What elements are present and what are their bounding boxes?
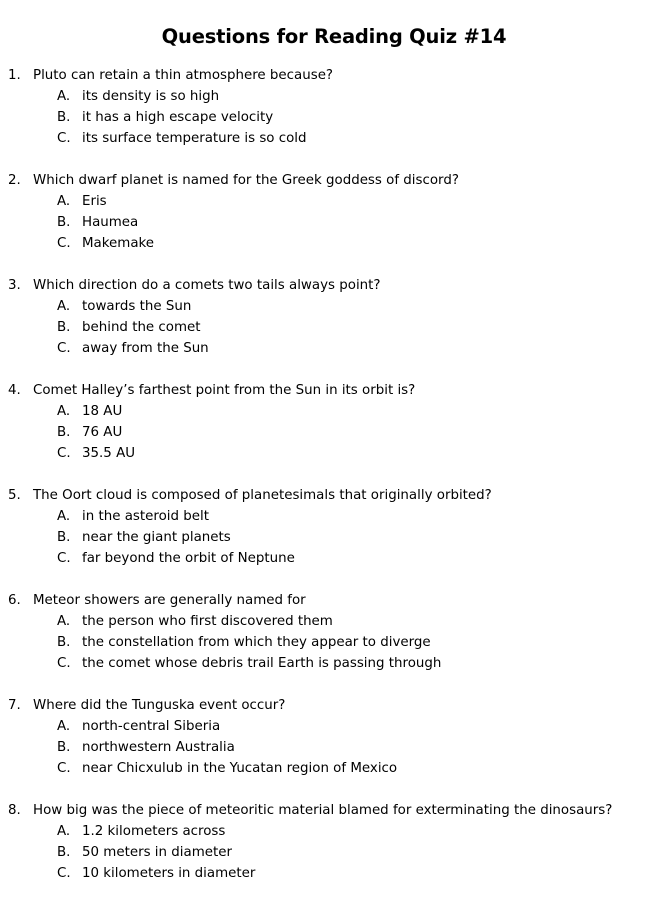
answer-option [8,632,664,653]
answer-option [8,758,664,779]
answer-text: its surface temperature is so cold [82,131,307,146]
answer-text: 18 AU [82,404,123,419]
question-number: 6. [8,593,21,608]
question-line [8,380,664,401]
page-title: Questions for Reading Quiz #14 [161,25,507,49]
answer-letter: C. [57,446,71,461]
answer-letter: C. [57,551,71,566]
answer-text: near Chicxulub in the Yucatan region of Mexico [82,761,398,776]
answer-text: 76 AU [82,425,123,440]
question-number: 1. [8,68,21,83]
question-item [8,800,664,905]
answer-option [8,443,664,464]
answer-letter: B. [57,635,71,650]
answer-letter: A. [57,509,71,524]
answer-text: the constellation from which they appear to diverge [82,635,431,650]
answer-letter: B. [57,320,71,335]
question-text: Pluto can retain a thin atmosphere because? [33,68,334,83]
answer-option [8,401,664,422]
answer-list [8,716,664,779]
answer-letter: B. [57,530,71,545]
answer-text: 1.2 kilometers across [82,824,226,839]
answer-text: towards the Sun [82,299,192,314]
answer-letter: C. [57,131,71,146]
answer-option [8,296,664,317]
question-item [8,65,664,170]
answer-text: in the asteroid belt [82,509,209,524]
question-item [8,380,664,485]
answer-letter: A. [57,614,71,629]
answer-text: 10 kilometers in diameter [82,866,256,881]
answer-option [8,527,664,548]
answer-letter: C. [57,656,71,671]
answer-text: its density is so high [82,89,220,104]
question-number: 7. [8,698,21,713]
question-text: The Oort cloud is composed of planetesimals that originally orbited? [33,488,492,503]
answer-option [8,653,664,674]
answer-letter: A. [57,404,71,419]
answer-letter: C. [57,761,71,776]
answer-letter: A. [57,824,71,839]
question-line [8,65,664,86]
question-item [8,590,664,695]
answer-option [8,107,664,128]
answer-text: behind the comet [82,320,201,335]
question-text: Meteor showers are generally named for [33,593,306,608]
answer-letter: A. [57,299,71,314]
question-item [8,170,664,275]
question-text: How big was the piece of meteoritic material blamed for exterminating the dinosaurs? [33,803,613,818]
answer-letter: A. [57,194,71,209]
answer-option [8,716,664,737]
question-number: 5. [8,488,21,503]
question-item [8,275,664,380]
answer-list [8,296,664,359]
answer-text: the person who first discovered them [82,614,333,629]
answer-list [8,86,664,149]
answer-letter: B. [57,740,71,755]
answer-option [8,212,664,233]
answer-option [8,128,664,149]
answer-letter: A. [57,719,71,734]
question-text: Comet Halley’s farthest point from the Sun in its orbit is? [33,383,416,398]
answer-list [8,821,664,884]
question-text: Where did the Tunguska event occur? [33,698,286,713]
question-number: 8. [8,803,21,818]
answer-option [8,422,664,443]
answer-option [8,611,664,632]
answer-text: 50 meters in diameter [82,845,232,860]
answer-list [8,611,664,674]
answer-option [8,191,664,212]
question-number: 4. [8,383,21,398]
answer-letter: B. [57,215,71,230]
answer-letter: C. [57,341,71,356]
answer-letter: C. [57,866,71,881]
question-text: Which direction do a comets two tails always point? [33,278,381,293]
answer-text: Haumea [82,215,139,230]
question-line [8,695,664,716]
answer-text: it has a high escape velocity [82,110,274,125]
question-number: 3. [8,278,21,293]
answer-letter: B. [57,845,71,860]
answer-list [8,191,664,254]
question-line [8,590,664,611]
question-item [8,695,664,800]
answer-letter: B. [57,110,71,125]
answer-option [8,842,664,863]
question-line [8,485,664,506]
answer-text: near the giant planets [82,530,231,545]
answer-letter: B. [57,425,71,440]
answer-option [8,737,664,758]
answer-list [8,506,664,569]
answer-option [8,548,664,569]
answer-option [8,233,664,254]
answer-text: far beyond the orbit of Neptune [82,551,295,566]
answer-text: away from the Sun [82,341,209,356]
answer-option [8,86,664,107]
question-line [8,800,664,821]
question-line [8,275,664,296]
answer-text: north-central Siberia [82,719,221,734]
answer-text: 35.5 AU [82,446,136,461]
question-number: 2. [8,173,21,188]
answer-option [8,317,664,338]
question-text: Which dwarf planet is named for the Greek goddess of discord? [33,173,459,188]
question-line [8,170,664,191]
answer-text: Makemake [82,236,155,251]
answer-letter: C. [57,236,71,251]
answer-text: Eris [82,194,107,209]
question-list [8,65,664,905]
answer-option [8,821,664,842]
answer-text: the comet whose debris trail Earth is passing through [82,656,442,671]
answer-letter: A. [57,89,71,104]
answer-text: northwestern Australia [82,740,235,755]
answer-list [8,401,664,464]
answer-option [8,863,664,884]
question-item [8,485,664,590]
answer-option [8,338,664,359]
answer-option [8,506,664,527]
